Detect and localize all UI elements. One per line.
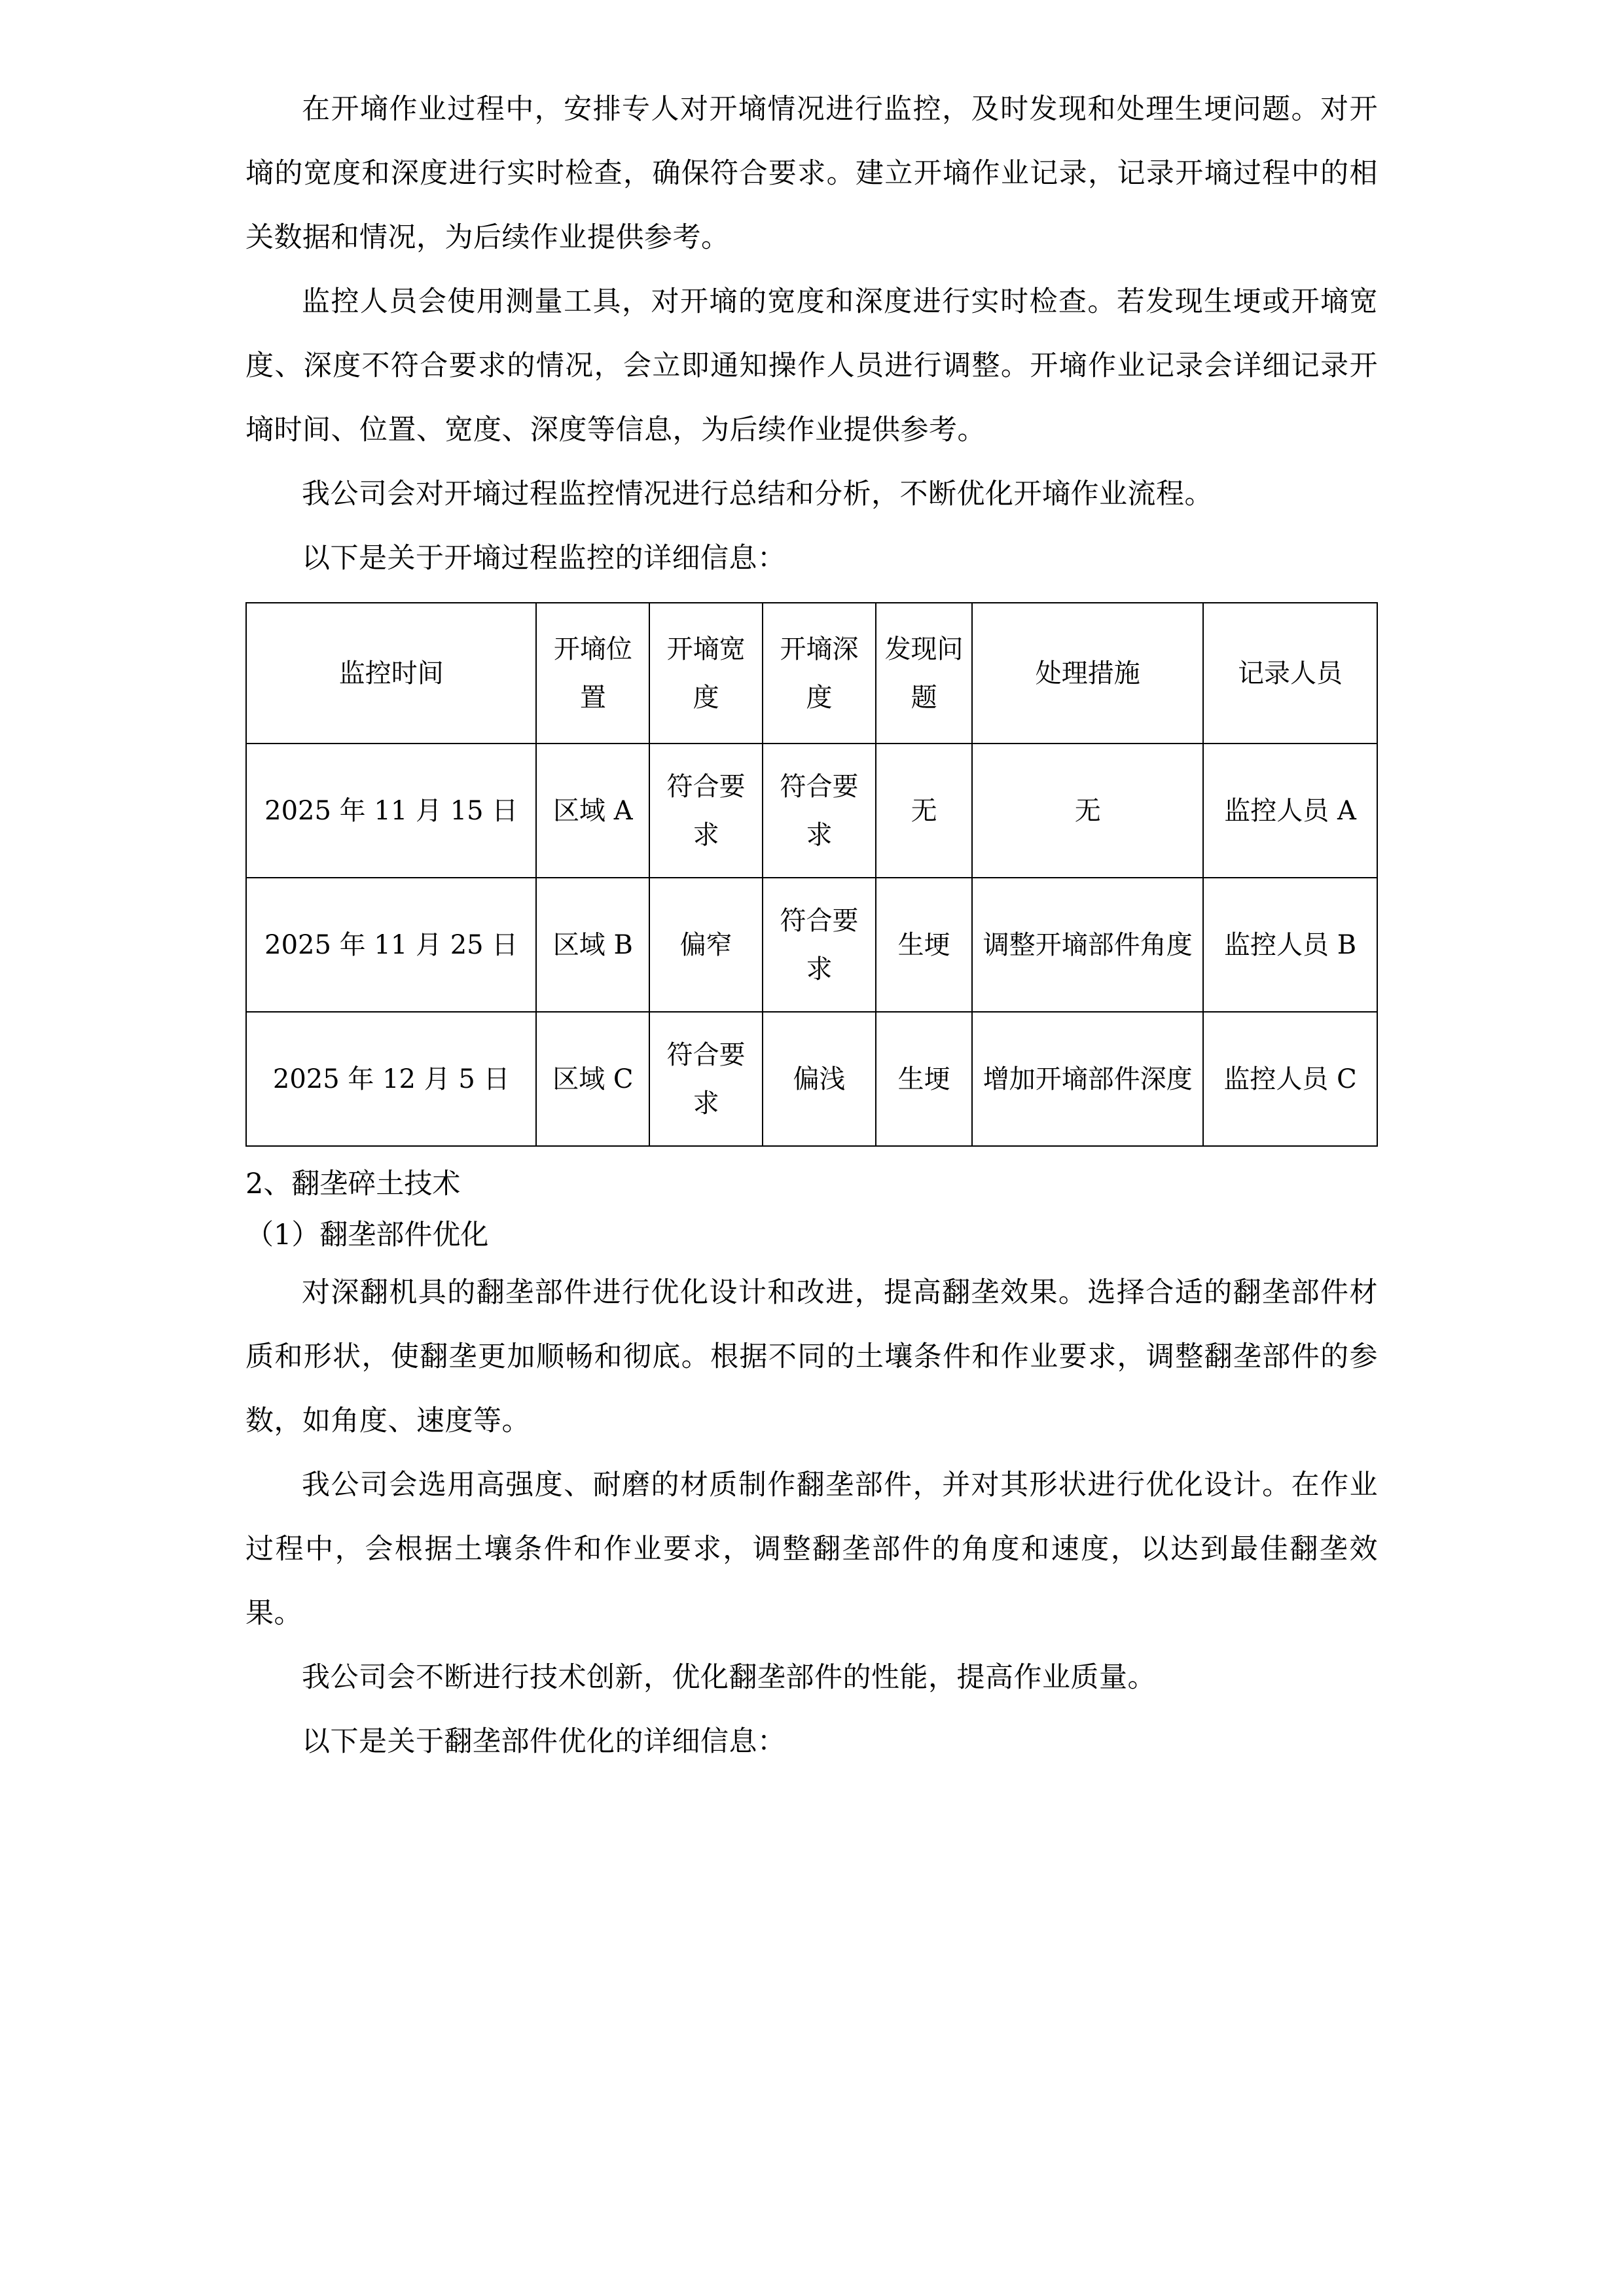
cell-open-width: 偏窄 — [649, 878, 763, 1012]
cell-found-problem: 生埂 — [876, 878, 972, 1012]
monitoring-details-table — [245, 602, 1378, 1147]
cell-recorder: 监控人员 A — [1203, 744, 1377, 878]
section-heading: 2、翻垄碎土技术 — [245, 1168, 461, 1200]
column-header-measures: 处理措施 — [972, 603, 1203, 744]
cell-measures: 增加开墒部件深度 — [972, 1012, 1203, 1146]
cell-monitor-time: 2025 年 12 月 5 日 — [246, 1012, 536, 1146]
paragraph-component-optimization: 对深翻机具的翻垄部件进行优化设计和改进，提高翻垄效果。选择合适的翻垄部件材质和形状，使翻垄更加顺畅和彻底。根据不同的土壤条件和作业要求，调整翻垄部件的参数，如角度、速度等。 — [245, 1276, 1378, 1437]
cell-recorder: 监控人员 B — [1203, 878, 1377, 1012]
cell-measures: 调整开墒部件角度 — [972, 878, 1203, 1012]
paragraph-table-intro: 以下是关于开墒过程监控的详细信息： — [302, 542, 786, 575]
cell-open-width: 符合要求 — [649, 1012, 763, 1146]
cell-open-depth: 偏浅 — [763, 1012, 876, 1146]
cell-found-problem: 生埂 — [876, 1012, 972, 1146]
table-header-row — [246, 603, 1377, 744]
cell-open-position: 区域 C — [536, 1012, 649, 1146]
cell-found-problem: 无 — [876, 744, 972, 878]
cell-open-position: 区域 A — [536, 744, 649, 878]
column-header-open-depth: 开墒深度 — [763, 603, 876, 744]
subsection-heading: （1）翻垄部件优化 — [245, 1219, 489, 1251]
paragraph-technical-innovation: 我公司会不断进行技术创新，优化翻垄部件的性能，提高作业质量。 — [302, 1661, 1156, 1694]
column-header-open-width: 开墒宽度 — [649, 603, 763, 744]
monitoring-table-wrapper — [245, 602, 1378, 1147]
column-header-found-problem: 发现问题 — [876, 603, 972, 744]
column-header-recorder: 记录人员 — [1203, 603, 1377, 744]
column-header-open-position: 开墒位置 — [536, 603, 649, 744]
cell-measures: 无 — [972, 744, 1203, 878]
cell-open-depth: 符合要求 — [763, 878, 876, 1012]
paragraph-company-summary: 我公司会对开墒过程监控情况进行总结和分析，不断优化开墒作业流程。 — [302, 478, 1213, 511]
paragraph-material-selection: 我公司会选用高强度、耐磨的材质制作翻垄部件，并对其形状进行优化设计。在作业过程中，会根据土壤条件和作业要求，调整翻垄部件的角度和速度，以达到最佳翻垄效果。 — [245, 1469, 1378, 1630]
table-row — [246, 744, 1377, 878]
page-content — [245, 77, 1378, 1774]
paragraph-monitoring-overview: 在开墒作业过程中，安排专人对开墒情况进行监控，及时发现和处理生埂问题。对开墒的宽度和深度进行实时检查，确保符合要求。建立开墒作业记录，记录开墒过程中的相关数据和情况，为后续作业提供参考。 — [245, 93, 1378, 254]
table-row — [246, 1012, 1377, 1146]
paragraph-monitoring-personnel: 监控人员会使用测量工具，对开墒的宽度和深度进行实时检查。若发现生埂或开墒宽度、深度不符合要求的情况，会立即通知操作人员进行调整。开墒作业记录会详细记录开墒时间、位置、宽度、深度等信息，为后续作业提供参考。 — [245, 285, 1378, 446]
cell-open-position: 区域 B — [536, 878, 649, 1012]
cell-monitor-time: 2025 年 11 月 25 日 — [246, 878, 536, 1012]
table-row — [246, 878, 1377, 1012]
cell-open-width: 符合要求 — [649, 744, 763, 878]
cell-recorder: 监控人员 C — [1203, 1012, 1377, 1146]
cell-open-depth: 符合要求 — [763, 744, 876, 878]
column-header-monitor-time: 监控时间 — [246, 603, 536, 744]
paragraph-next-table-intro: 以下是关于翻垄部件优化的详细信息： — [302, 1725, 786, 1758]
cell-monitor-time: 2025 年 11 月 15 日 — [246, 744, 536, 878]
